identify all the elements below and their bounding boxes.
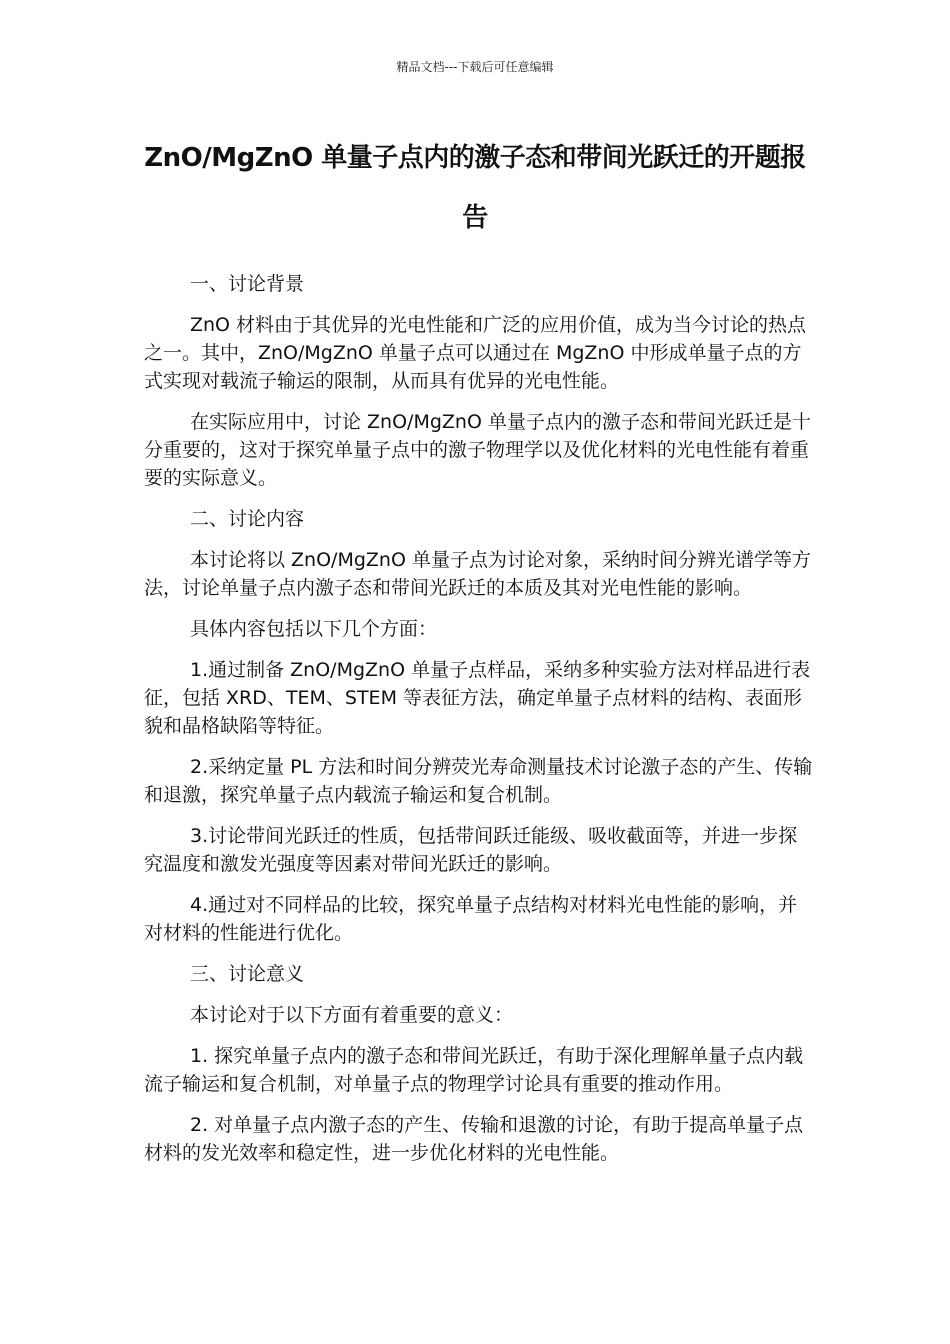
header-note: 精品文档---下载后可任意编辑 bbox=[396, 60, 554, 74]
list-item: 2. 对单量子点内激子态的产生、传输和退激的讨论，有助于提高单量子点材料的发光效率和稳定性，进一步优化材料的光电性能。 bbox=[144, 1114, 804, 1164]
paragraph: 本讨论对于以下方面有着重要的意义： bbox=[190, 1004, 514, 1026]
paragraph: 本讨论将以 ZnO/MgZnO 单量子点为讨论对象，采纳时间分辨光谱学等方法，讨论单量子点内激子态和带间光跃迁的本质及其对光电性能的影响。 bbox=[144, 549, 811, 599]
section-heading-background: 一、讨论背景 bbox=[190, 273, 305, 295]
list-item: 1. 探究单量子点内的激子态和带间光跃迁，有助于深化理解单量子点内载流子输运和复合机制，对单量子点的物理学讨论具有重要的推动作用。 bbox=[144, 1045, 804, 1095]
document-body bbox=[144, 270, 814, 1180]
paragraph: 具体内容包括以下几个方面： bbox=[190, 618, 438, 640]
page-title: ZnO/MgZnO 单量子点内的激子态和带间光跃迁的开题报告 bbox=[144, 143, 806, 233]
section-heading-significance: 三、讨论意义 bbox=[190, 963, 305, 985]
section-heading-content: 二、讨论内容 bbox=[190, 508, 305, 530]
list-item: 1.通过制备 ZnO/MgZnO 单量子点样品，采纳多种实验方法对样品进行表征，包括 XRD、TEM、STEM 等表征方法，确定单量子点材料的结构、表面形貌和晶格缺陷等特征。 bbox=[144, 659, 811, 737]
list-item: 2.采纳定量 PL 方法和时间分辨荧光寿命测量技术讨论激子态的产生、传输和退激，探究单量子点内载流子输运和复合机制。 bbox=[144, 756, 813, 806]
list-item: 3.讨论带间光跃迁的性质，包括带间跃迁能级、吸收截面等，并进一步探究温度和激发光强度等因素对带间光跃迁的影响。 bbox=[144, 825, 798, 875]
paragraph: 在实际应用中，讨论 ZnO/MgZnO 单量子点内的激子态和带间光跃迁是十分重要的，这对于探究单量子点中的激子物理学以及优化材料的光电性能有着重要的实际意义。 bbox=[144, 411, 811, 489]
paragraph: ZnO 材料由于其优异的光电性能和广泛的应用价值，成为当今讨论的热点之一。其中，ZnO/MgZnO 单量子点可以通过在 MgZnO 中形成单量子点的方式实现对载流子输运的限制，从而具有优异的光电性能。 bbox=[144, 314, 807, 392]
list-item: 4.通过对不同样品的比较，探究单量子点结构对材料光电性能的影响，并对材料的性能进行优化。 bbox=[144, 894, 798, 944]
